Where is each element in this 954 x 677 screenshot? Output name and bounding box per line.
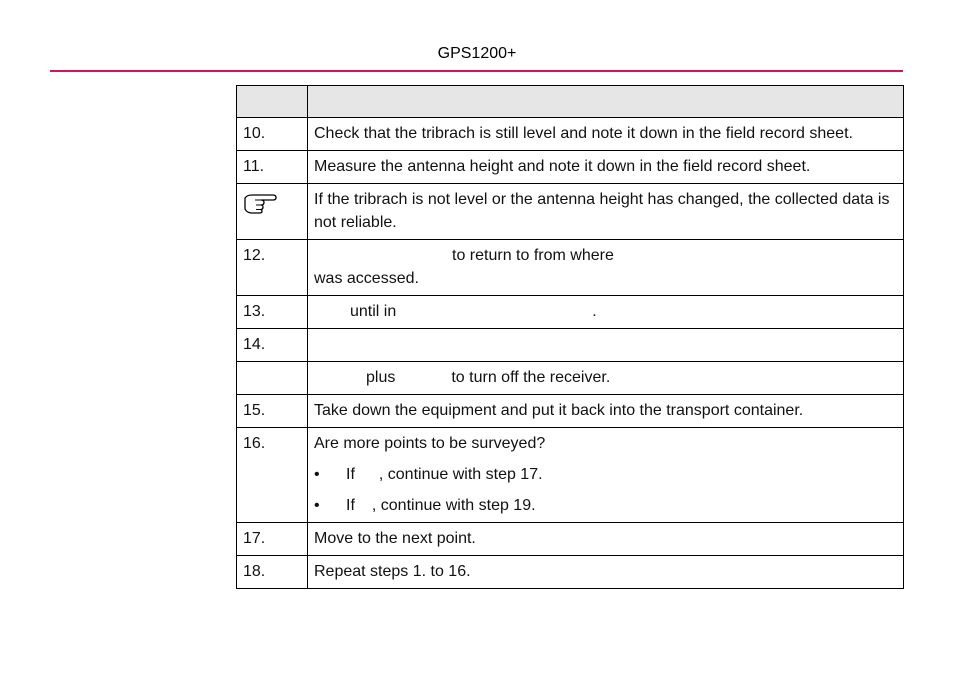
table-row [237,240,904,296]
note-icon-cell [237,184,308,240]
table-header-row [237,86,904,118]
bullet-item [314,494,897,517]
bullet-mark: • [314,497,320,514]
step-number: 11. [237,151,308,184]
header-divider [50,70,903,72]
bullet-part: , continue with step 17. [378,466,543,483]
step-text-part: was accessed. [314,270,419,287]
step-text [308,240,904,296]
bullet-part: If [346,497,355,514]
step-number: 18. [237,556,308,589]
table-row-note [237,184,904,240]
step-text: Take down the equipment and put it back into the transport container. [308,395,904,428]
step-text-part: plus [366,369,396,386]
step-text-part: to turn off the receiver. [451,369,611,386]
procedure-table [236,85,904,589]
table-row [237,151,904,184]
step-text: Check that the tribrach is still level and note it down in the field record sheet. [308,118,904,151]
step-text-part: to return to from where [452,247,614,264]
step-text [308,329,904,362]
step-number: 13. [237,296,308,329]
step-number: 10. [237,118,308,151]
step-text-part: until in [350,303,397,320]
table-row [237,556,904,589]
step-text: Move to the next point. [308,523,904,556]
header-cell-description [308,86,904,118]
pointing-hand-icon [243,188,277,214]
table-row [237,362,904,395]
header-cell-step [237,86,308,118]
table-row [237,428,904,523]
bullet-mark: • [314,466,320,483]
step-text: Repeat steps 1. to 16. [308,556,904,589]
step-text [308,296,904,329]
table-row [237,118,904,151]
step-text [308,362,904,395]
table-row [237,523,904,556]
note-text: If the tribrach is not level or the antenna height has changed, the collected data is not reliable. [308,184,904,240]
table-row [237,395,904,428]
step-text-part: . [592,303,597,320]
page-header-title: GPS1200+ [437,45,517,62]
step-number: 14. [237,329,308,362]
step-number: 12. [237,240,308,296]
step-number [237,362,308,395]
table-row [237,296,904,329]
question-text: Are more points to be surveyed? [314,435,546,452]
step-text [308,428,904,523]
bullet-part: , continue with step 19. [371,497,536,514]
step-number: 17. [237,523,308,556]
step-number: 16. [237,428,308,523]
table-row [237,329,904,362]
bullet-item [314,463,897,486]
step-text: Measure the antenna height and note it down in the field record sheet. [308,151,904,184]
bullet-part: If [346,466,355,483]
step-number: 15. [237,395,308,428]
